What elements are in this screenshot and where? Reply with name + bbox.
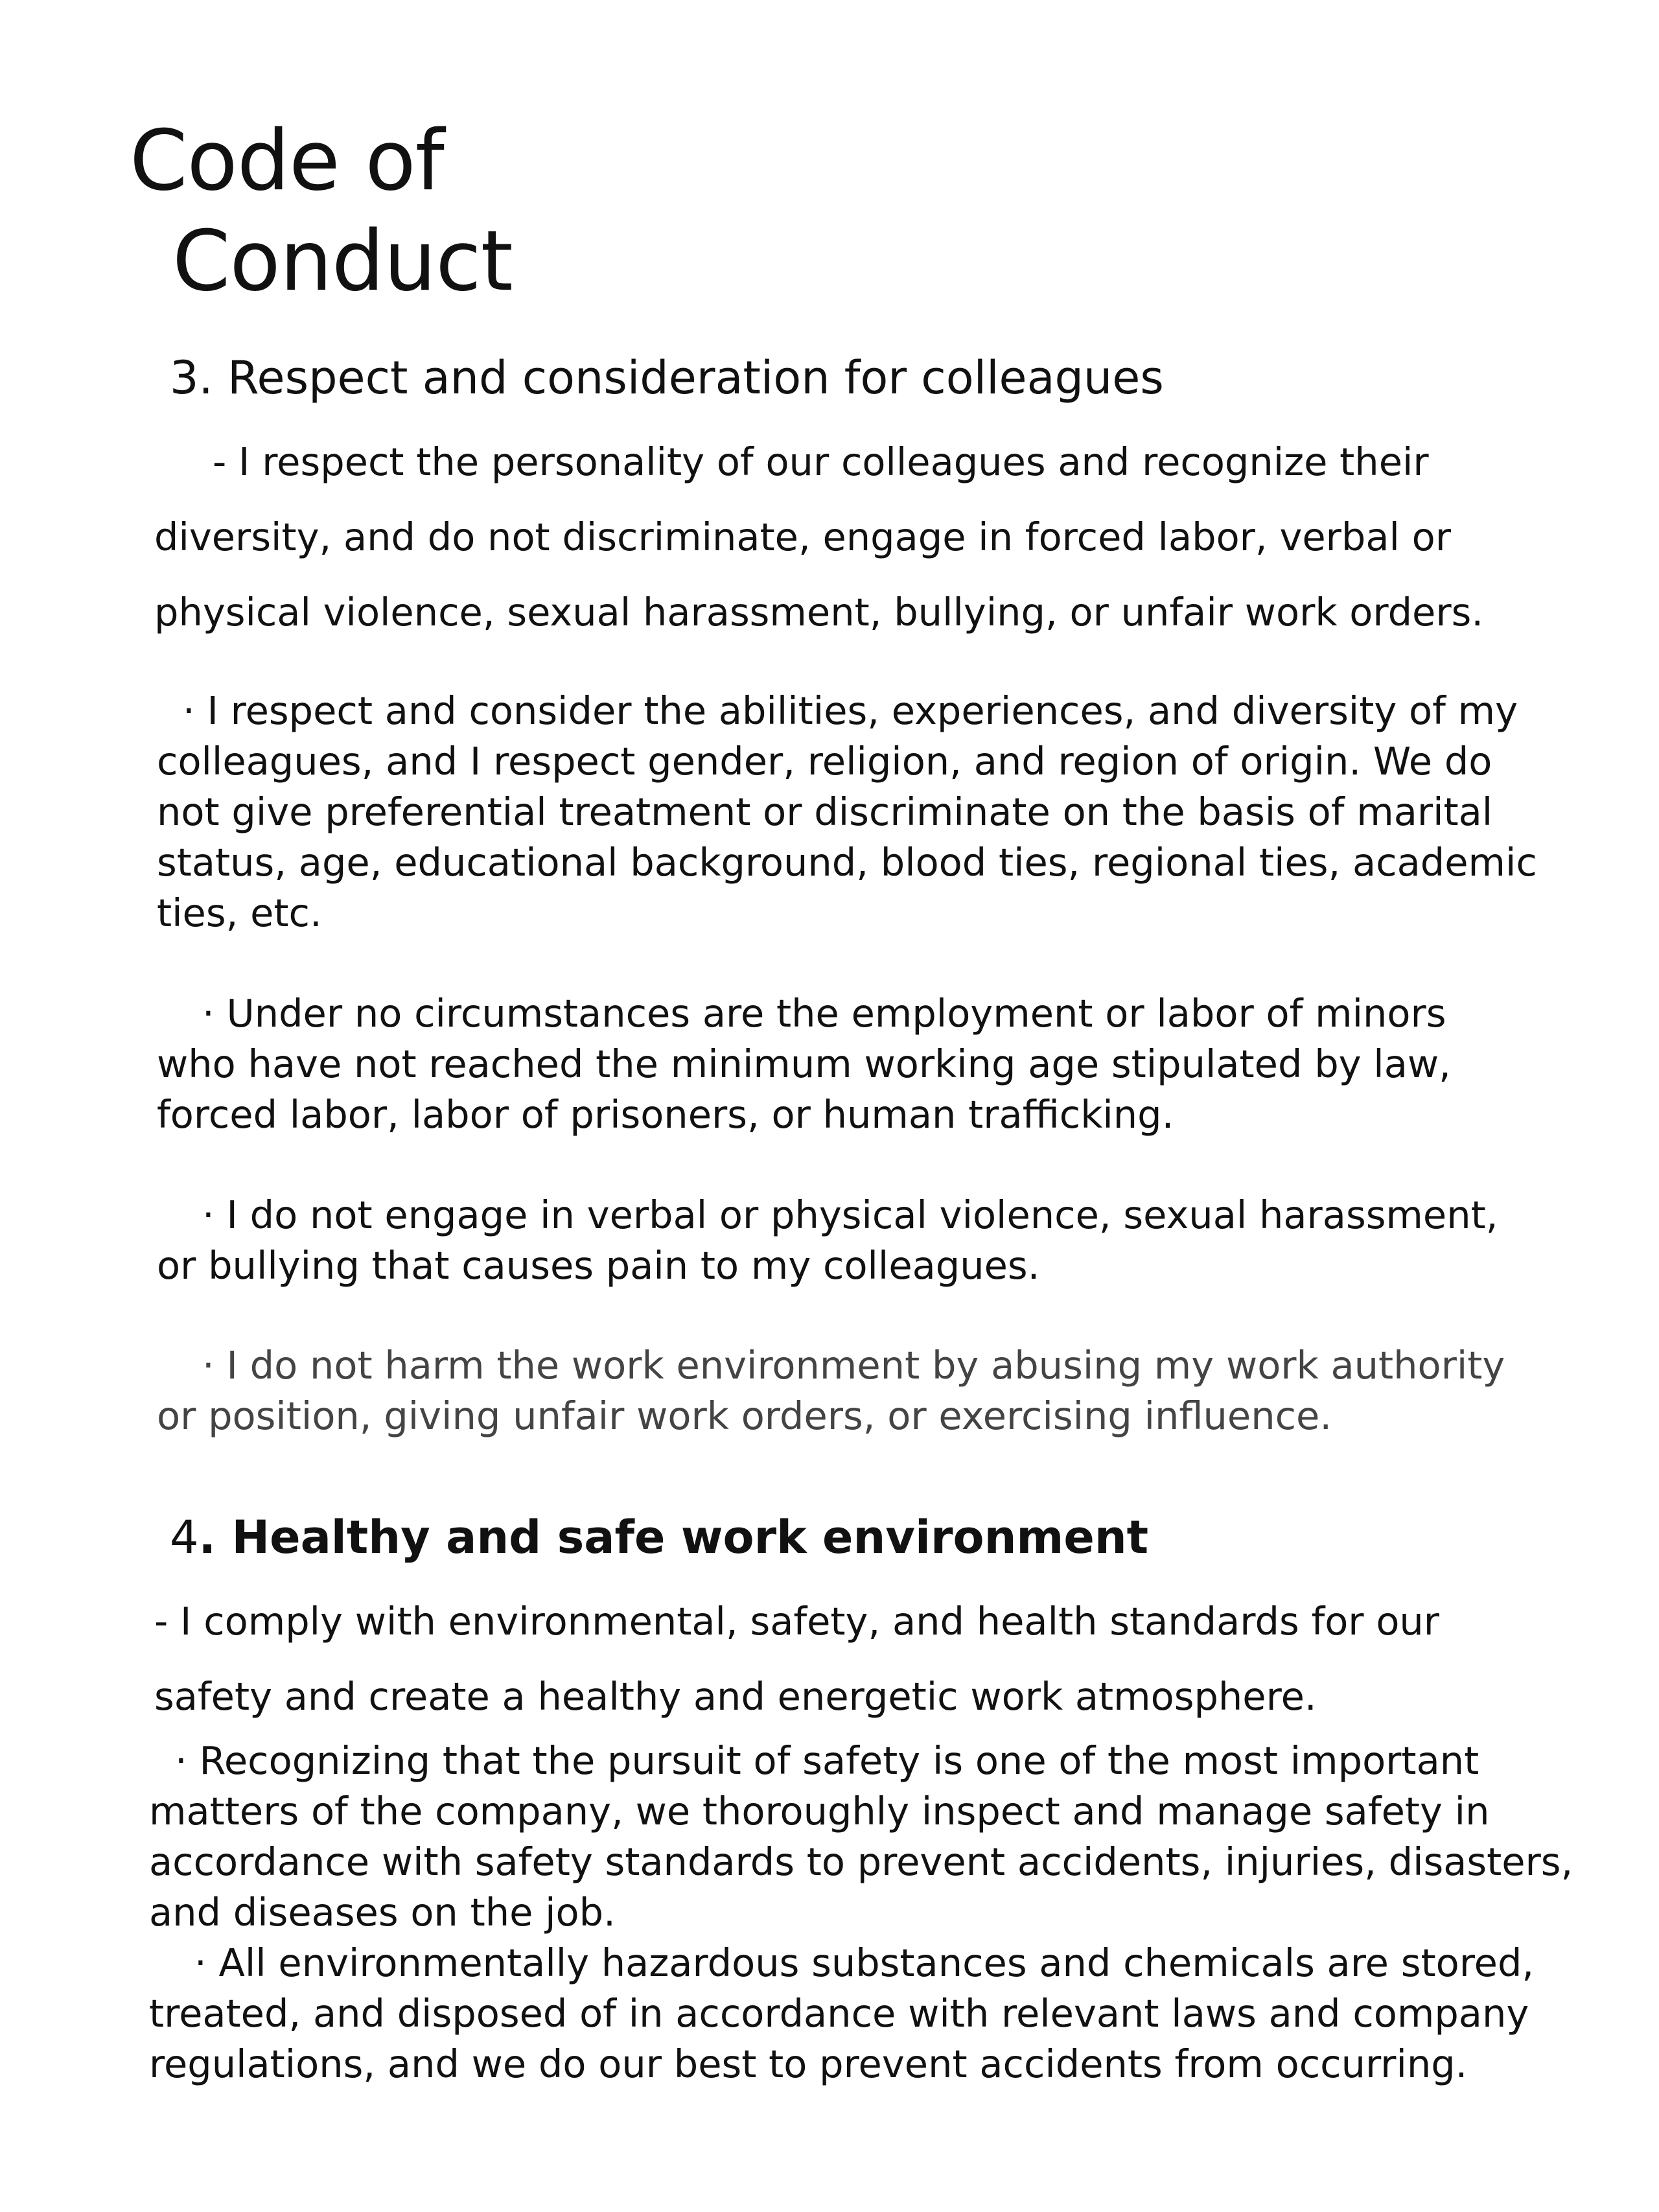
section-4-lead-line: - I comply with environmental, safety, and health standards for our <box>154 1599 1440 1644</box>
bullet-line: or position, giving unfair work orders, or exercising influence. <box>157 1393 1332 1438</box>
document-title-line-1: Code of <box>130 113 444 209</box>
section-4-lead-line: safety and create a healthy and energetic work atmosphere. <box>154 1674 1317 1719</box>
section-3-bullet-1 <box>157 686 1570 938</box>
section-3-lead-line: diversity, and do not discriminate, engage in forced labor, verbal or <box>154 515 1452 559</box>
section-4-bullet-2 <box>149 1938 1581 2090</box>
section-3-bullet-3 <box>157 1190 1570 1291</box>
section-4-heading-title: . Healthy and safe work environment <box>198 1511 1149 1564</box>
bullet-line: accordance with safety standards to prevent accidents, injuries, disasters, <box>149 1839 1573 1884</box>
bullet-line: · All environmentally hazardous substances and chemicals are stored, <box>194 1940 1535 1985</box>
bullet-line: · I respect and consider the abilities, experiences, and diversity of my <box>183 688 1518 733</box>
section-3-bullet-2 <box>157 988 1570 1140</box>
bullet-line: or bullying that causes pain to my colleagues. <box>157 1243 1040 1288</box>
bullet-line: regulations, and we do our best to prevent accidents from occurring. <box>149 2042 1468 2086</box>
bullet-line: · I do not engage in verbal or physical violence, sexual harassment, <box>202 1193 1498 1237</box>
bullet-line: ties, etc. <box>157 891 322 935</box>
bullet-line: who have not reached the minimum working age stipulated by law, <box>157 1042 1451 1086</box>
bullet-line: · Under no circumstances are the employment or labor of minors <box>202 991 1446 1036</box>
bullet-line: matters of the company, we thoroughly inspect and manage safety in <box>149 1789 1490 1834</box>
document-title-line-2: Conduct <box>172 213 513 310</box>
bullet-line: · Recognizing that the pursuit of safety is one of the most important <box>175 1738 1479 1783</box>
section-3-bullet-4 <box>157 1340 1570 1441</box>
section-4-lead <box>154 1584 1541 1734</box>
bullet-line: treated, and disposed of in accordance with relevant laws and company <box>149 1991 1529 2036</box>
bullet-line: not give preferential treatment or discriminate on the basis of marital <box>157 789 1493 834</box>
section-4-bullet-1 <box>149 1736 1581 1938</box>
section-4-heading-number: 4 <box>170 1511 199 1564</box>
bullet-line: · I do not harm the work environment by abusing my work authority <box>202 1343 1505 1388</box>
section-3-heading: 3. Respect and consideration for colleagues <box>170 351 1164 404</box>
section-4-heading <box>170 1511 1149 1564</box>
bullet-line: status, age, educational background, blood ties, regional ties, academic <box>157 840 1537 885</box>
section-3-lead-line: - I respect the personality of our colleagues and recognize their <box>213 439 1429 484</box>
section-3-lead-line: physical violence, sexual harassment, bullying, or unfair work orders. <box>154 590 1484 634</box>
bullet-line: colleagues, and I respect gender, religion, and region of origin. We do <box>157 739 1492 784</box>
section-3-lead <box>154 425 1541 650</box>
bullet-line: forced labor, labor of prisoners, or human trafficking. <box>157 1092 1174 1137</box>
bullet-line: and diseases on the job. <box>149 1890 616 1935</box>
